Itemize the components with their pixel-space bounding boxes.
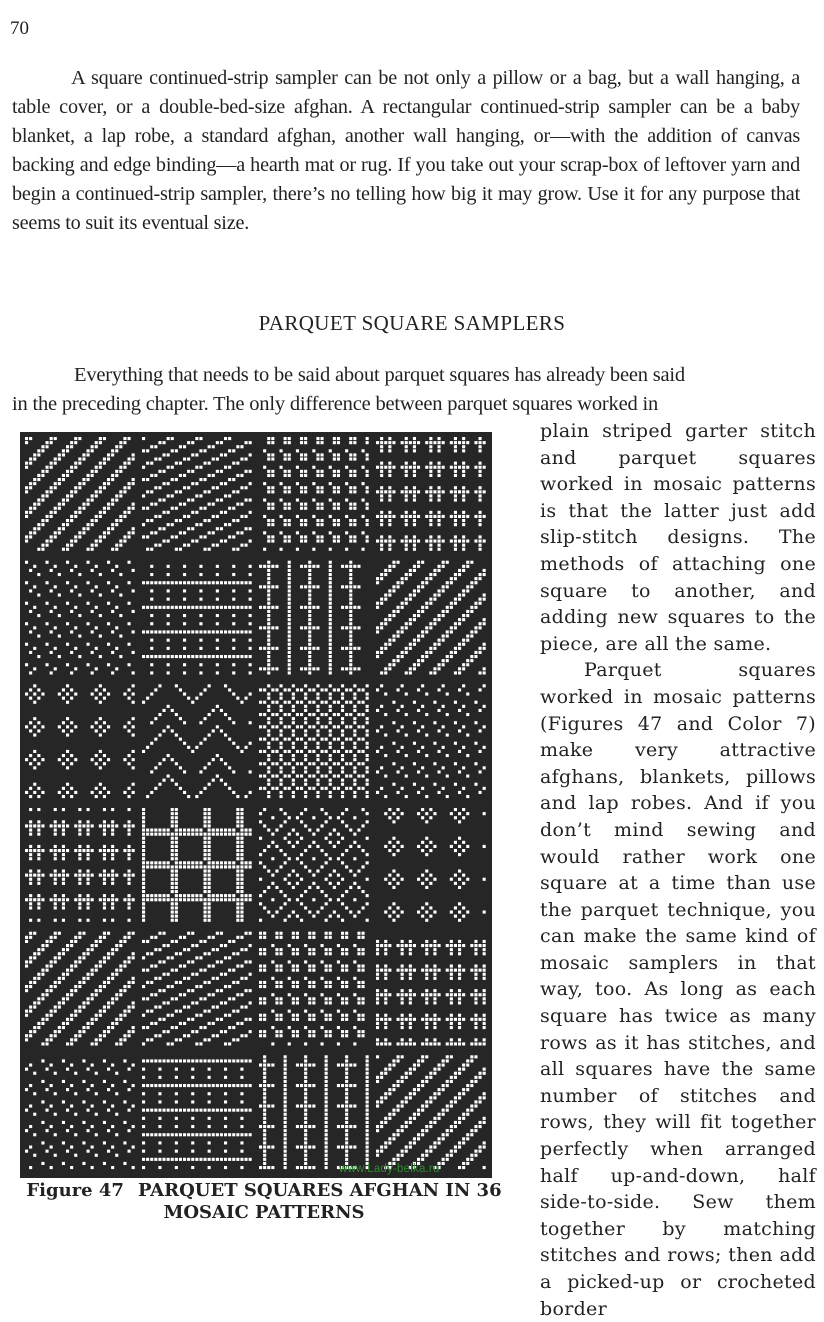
section-heading: PARQUET SQUARE SAMPLERS bbox=[0, 311, 824, 336]
page-number: 70 bbox=[10, 18, 29, 40]
figure-caption bbox=[14, 1180, 514, 1224]
afghan-image bbox=[18, 430, 494, 1180]
afghan-figure bbox=[18, 430, 494, 1180]
body-text-line: in the preceding chapter. The only difference between parquet squares worked in bbox=[12, 393, 812, 416]
side-paragraph: plain striped garter stitch and parquet squares worked in mosaic patterns is that the latter just add slip-stitch designs. The methods of attaching one square to another, and adding new squares to the piece, are all the same. bbox=[540, 418, 816, 657]
figure-caption-text: PARQUET SQUARES AFGHAN IN 36 MOSAIC PATTERNS bbox=[138, 1180, 502, 1223]
intro-paragraph: A square continued-strip sampler can be not only a pillow or a bag, but a wall hanging, a table cover, or a double-bed-size afghan. A rectangular continued-strip sampler can be a baby blanket, a lap robe, a standard afghan, another wall hanging, or—with the addition of canvas backing and edge binding—a hearth mat or rug. If you take out your scrap-box of leftover yarn and begin a continued-strip sampler, there’s no telling how big it may grow. Use it for any purpose that seems to suit its eventual size. bbox=[12, 64, 800, 238]
side-text-column bbox=[540, 418, 816, 1322]
body-text-line: Everything that needs to be said about parquet squares has already been said bbox=[12, 364, 812, 387]
watermark: www.Lady-belka.ru bbox=[339, 1163, 440, 1175]
figure-label: Figure 47 bbox=[26, 1180, 124, 1201]
side-paragraph: Parquet squares worked in mosaic patterns (Figures 47 and Color 7) make very attractive afghans, blankets, pillows and lap robes. And if you don’t mind sewing and would rather work one square at a time than use the parquet technique, you can make the same kind of mosaic samplers in that way, too. As long as each square has twice as many rows as it has stitches, and all squares have the same number of stitches and rows, they will fit together perfectly when arranged half up-and-down, half side-to-side. Sew them together by matching stitches and rows; then add a picked-up or crocheted border bbox=[540, 657, 816, 1322]
